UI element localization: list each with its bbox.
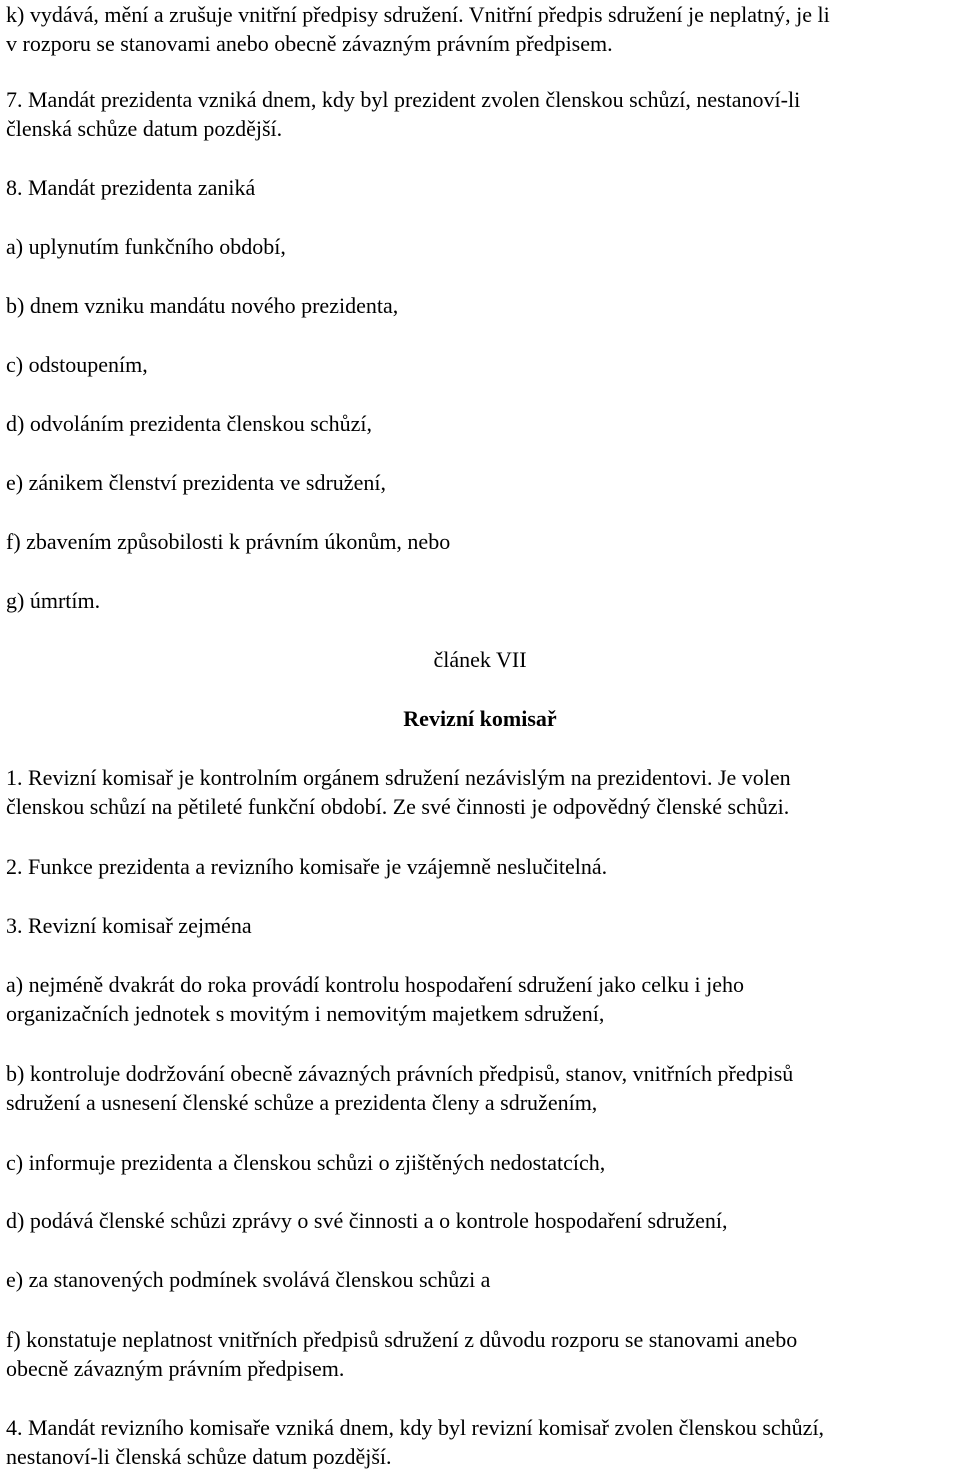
list-item-3f [6,1325,797,1383]
article-title: Revizní komisař [403,706,557,731]
text-line: sdružení a usnesení členské schůze a prezidenta členy a sdružením, [6,1090,598,1115]
list-item-8f: f) zbavením způsobilosti k právním úkonům, nebo [6,529,451,554]
text-line: 4. Mandát revizního komisaře vzniká dnem, kdy byl revizní komisař zvolen členskou schůzí, [6,1415,825,1440]
paragraph-1 [6,763,791,821]
text-line: nestanoví-li členská schůze datum pozdější. [6,1444,392,1469]
list-item-8d: d) odvoláním prezidenta členskou schůzí, [6,411,372,436]
list-item-3e: e) za stanovených podmínek svolává členskou schůzi a [6,1267,491,1292]
list-item-3a [6,970,744,1028]
text-line: a) nejméně dvakrát do roka provádí kontrolu hospodaření sdružení jako celku i jeho [6,972,744,997]
list-item-8c: c) odstoupením, [6,352,148,377]
text-line: 7. Mandát prezidenta vzniká dnem, kdy byl prezident zvolen členskou schůzí, nestanoví-li [6,87,801,112]
text-line: členská schůze datum pozdější. [6,116,283,141]
paragraph-4 [6,1413,824,1471]
paragraph-7 [6,85,800,143]
list-item-8b: b) dnem vzniku mandátu nového prezidenta, [6,293,399,318]
list-item-8e: e) zánikem členství prezidenta ve sdružení, [6,470,386,495]
text-line: k) vydává, mění a zrušuje vnitřní předpisy sdružení. Vnitřní předpis sdružení je neplatný, je li [6,2,830,27]
paragraph-k [6,0,830,58]
text-line: b) kontroluje dodržování obecně závazných právních předpisů, stanov, vnitřních předpisů [6,1061,794,1086]
text-line: organizačních jednotek s movitým i nemovitým majetkem sdružení, [6,1001,605,1026]
text-line: 1. Revizní komisař je kontrolním orgánem sdružení nezávislým na prezidentovi. Je volen [6,765,791,790]
text-line: obecně závazným právním předpisem. [6,1356,345,1381]
article-number: článek VII [433,647,527,672]
paragraph-8: 8. Mandát prezidenta zaniká [6,175,256,200]
text-line: f) konstatuje neplatnost vnitřních předpisů sdružení z důvodu rozporu se stanovami anebo [6,1327,798,1352]
paragraph-3: 3. Revizní komisař zejména [6,913,252,938]
list-item-3d: d) podává členské schůzi zprávy o své činnosti a o kontrole hospodaření sdružení, [6,1208,728,1233]
list-item-3b [6,1059,793,1117]
list-item-3c: c) informuje prezidenta a členskou schůzi o zjištěných nedostatcích, [6,1150,606,1175]
list-item-8a: a) uplynutím funkčního období, [6,234,286,259]
text-line: členskou schůzí na pětileté funkční období. Ze své činnosti je odpovědný členské schůzi. [6,794,790,819]
text-line: v rozporu se stanovami anebo obecně závazným právním předpisem. [6,31,613,56]
list-item-8g: g) úmrtím. [6,588,101,613]
paragraph-2: 2. Funkce prezidenta a revizního komisaře je vzájemně neslučitelná. [6,854,608,879]
